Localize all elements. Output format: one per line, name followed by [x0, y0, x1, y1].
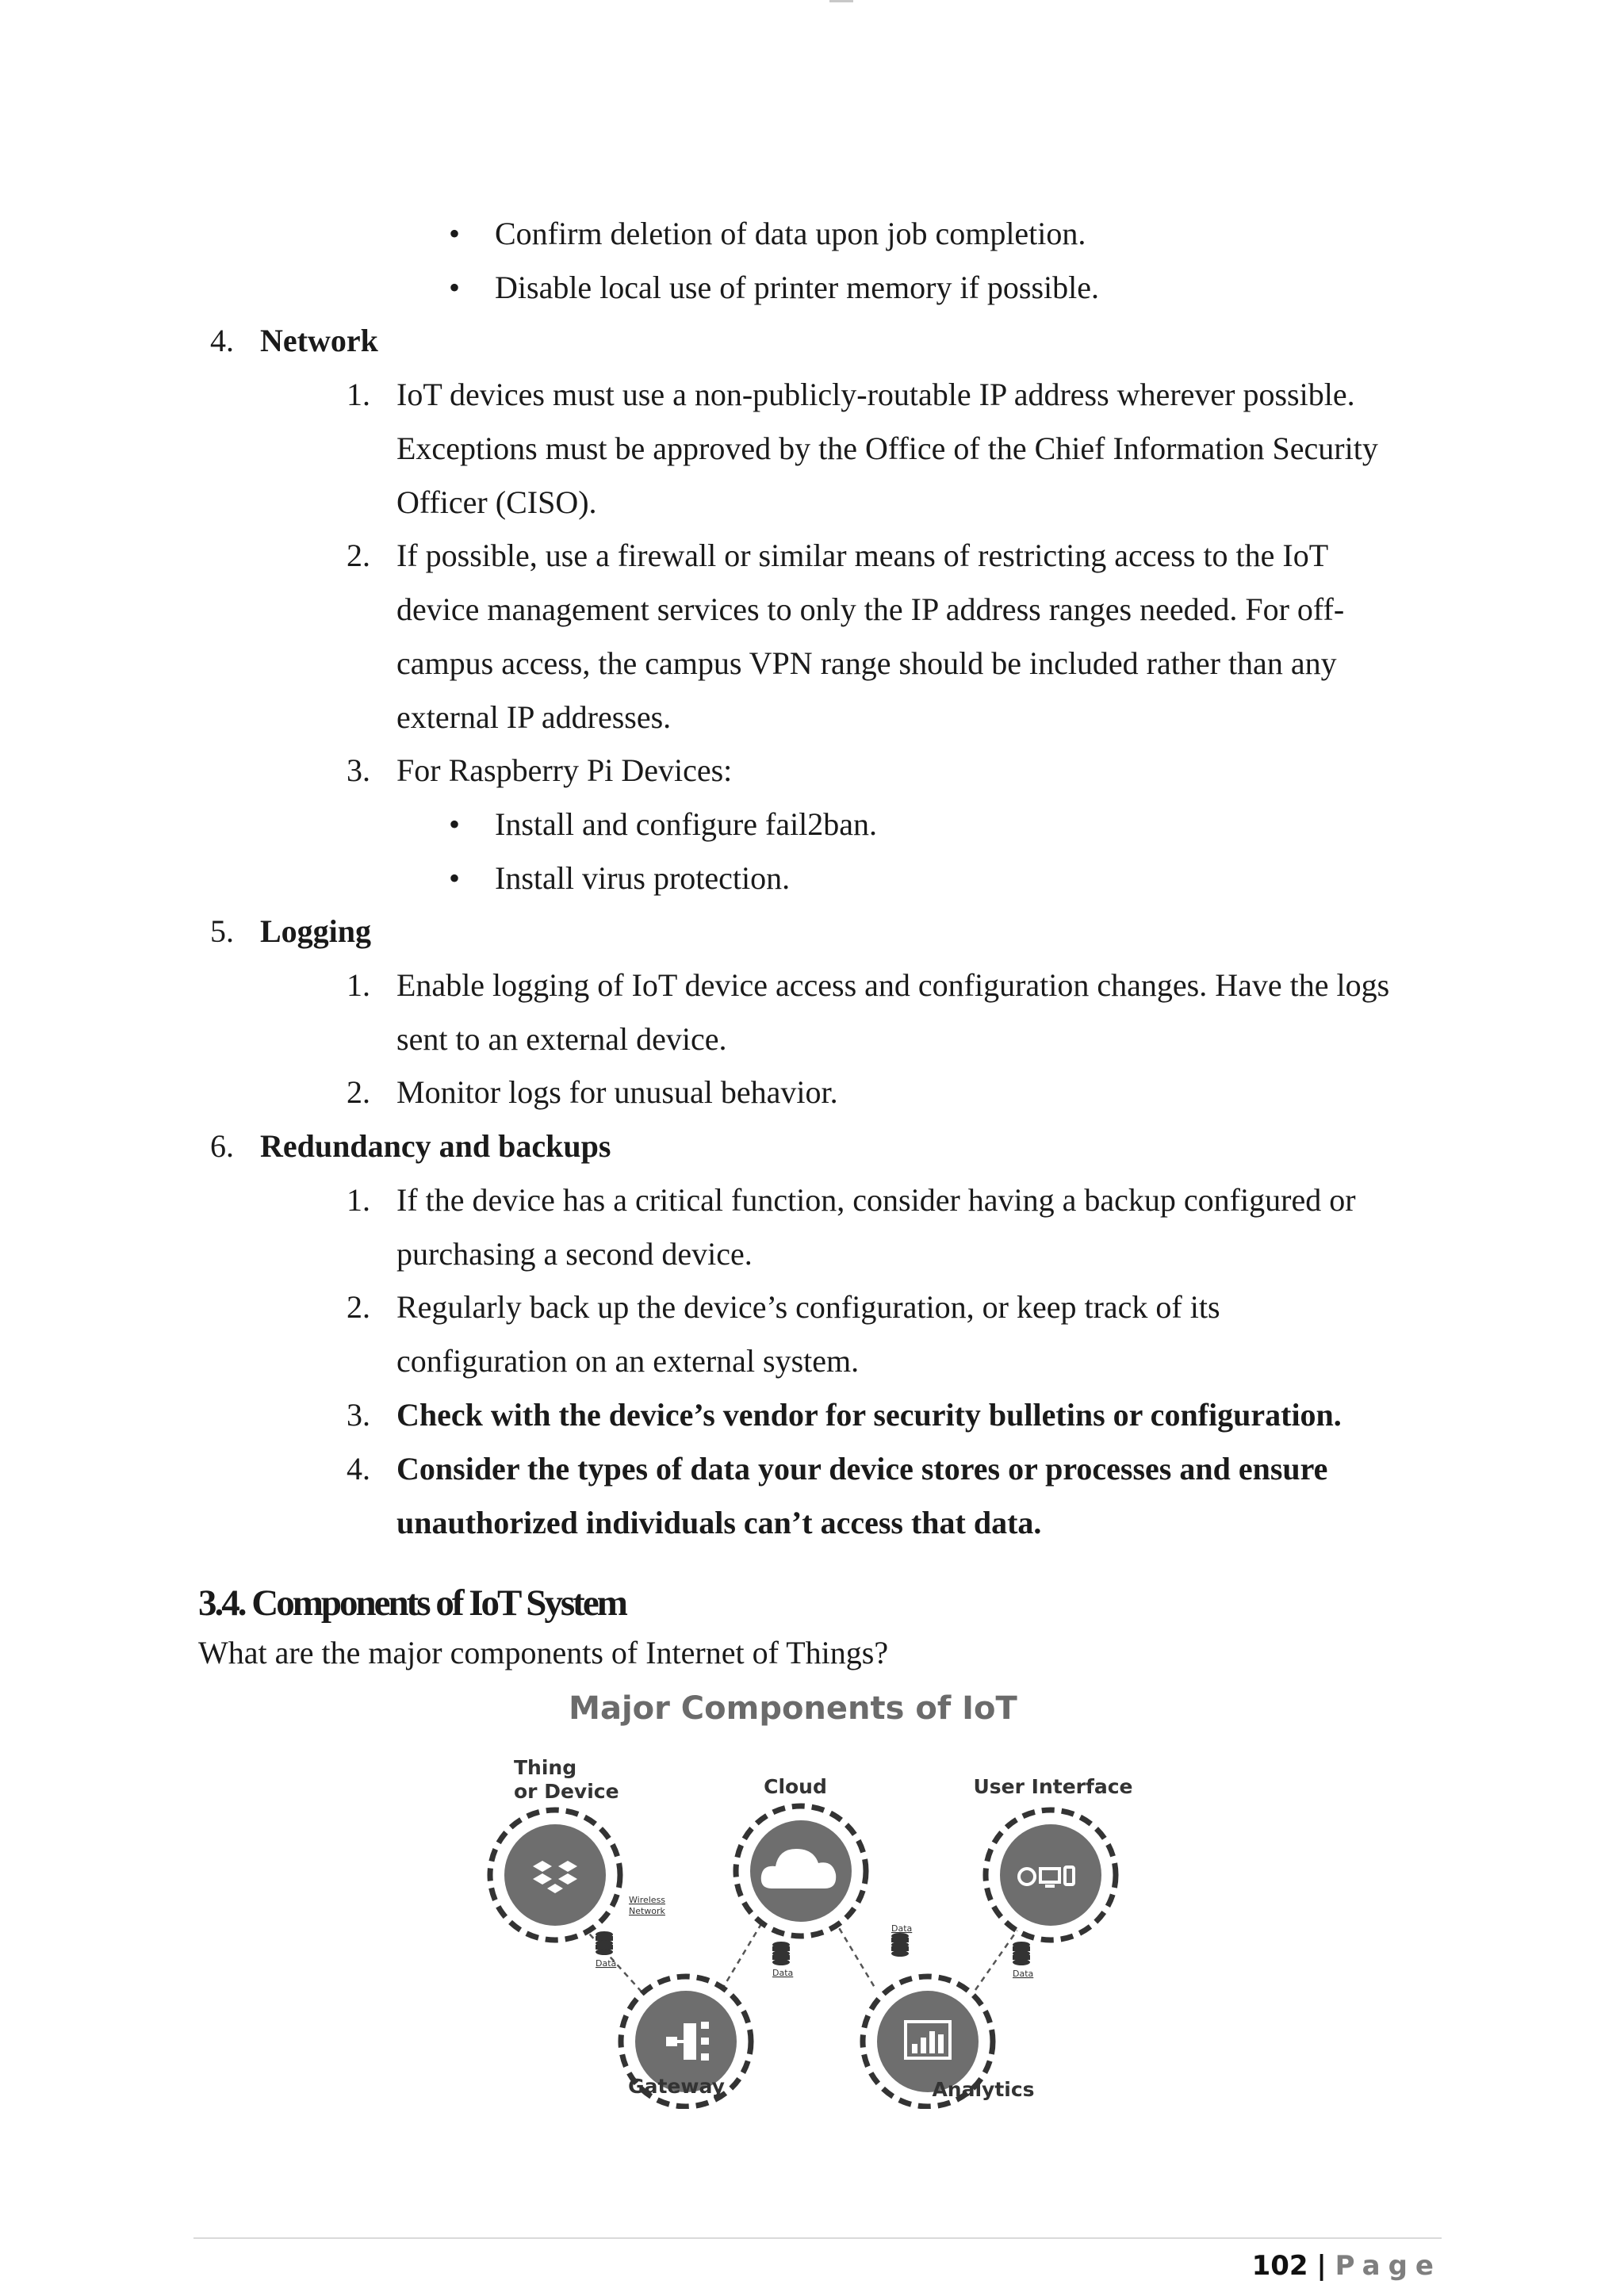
logging-item-2-line-1: Monitor logs for unusual behavior.	[396, 1074, 838, 1110]
label-data-4: Data	[1013, 1969, 1034, 1979]
redundancy-item-2-line-2: configuration on an external system.	[396, 1343, 860, 1379]
redundancy-item-2-line-1: Regularly back up the device’s configuration, or keep track of its	[396, 1289, 1220, 1325]
logging-item-1-line-2: sent to an external device.	[396, 1021, 727, 1057]
network-item-3-number: 3.	[347, 752, 370, 788]
user-interface-node	[986, 1810, 1116, 1940]
redundancy-item-1-line-2: purchasing a second device.	[396, 1236, 753, 1272]
logging-item-1-number: 1.	[347, 967, 370, 1003]
network-item-1-line-1: IoT devices must use a non-publicly-routable IP address wherever possible.	[396, 377, 1355, 412]
section-5-title: Logging	[260, 913, 372, 949]
label-analytics: Analytics	[932, 2078, 1035, 2101]
network-item-2-line-3: campus access, the campus VPN range should be included rather than any	[396, 645, 1337, 681]
logging-item-1-line-1: Enable logging of IoT device access and configuration changes. Have the logs	[396, 967, 1390, 1003]
network-item-2-line-1: If possible, use a firewall or similar means of restricting access to the IoT	[396, 538, 1329, 573]
label-user-interface: User Interface	[973, 1775, 1133, 1798]
redundancy-item-4-line-2: unauthorized individuals can’t access that data.	[396, 1505, 1042, 1540]
page-word: Page	[1335, 2250, 1442, 2282]
label-gateway: Gateway	[628, 2075, 725, 2098]
redundancy-item-1-number: 1.	[347, 1182, 370, 1218]
redundancy-item-4-line-1: Consider the types of data your device stores or processes and ensure	[396, 1451, 1328, 1487]
database-icon	[1013, 1942, 1030, 1965]
network-item-1-line-2: Exceptions must be approved by the Office of the Chief Information Security	[396, 430, 1378, 466]
label-wireless-line2: Network	[629, 1906, 665, 1916]
network-item-1-number: 1.	[347, 377, 370, 412]
network-item-2-line-4: external IP addresses.	[396, 699, 672, 735]
redundancy-item-3-line-1: Check with the device’s vendor for security bulletins or configuration.	[396, 1397, 1342, 1433]
section-heading: 3.4. Components of IoT System	[198, 1582, 626, 1624]
database-icon	[772, 1942, 790, 1965]
label-data-2: Data	[772, 1968, 794, 1978]
diagram-title: Major Components of IoT	[569, 1690, 1017, 1727]
network-item-2-line-2: device management services to only the IP address ranges needed. For off-	[396, 591, 1345, 627]
label-thing-line2: or Device	[514, 1780, 619, 1803]
bullet-dot-icon: •	[449, 806, 461, 842]
network-item-1-line-3: Officer (CISO).	[396, 484, 597, 520]
network-item-2-number: 2.	[347, 538, 370, 573]
database-icon	[891, 1933, 909, 1957]
intro-question: What are the major components of Internet of Things?	[198, 1635, 889, 1670]
section-6-title: Redundancy and backups	[260, 1128, 611, 1164]
raspberry-bullet-1: Install and configure fail2ban.	[495, 806, 878, 842]
redundancy-item-2-number: 2.	[347, 1289, 370, 1325]
section-4-number: 4.	[210, 323, 234, 358]
bullet-dot-icon: •	[449, 216, 461, 251]
page-top-mark	[829, 0, 853, 2]
redundancy-item-4-number: 4.	[347, 1451, 370, 1487]
carryover-bullet-1: Confirm deletion of data upon job completion.	[495, 216, 1086, 251]
label-data-3: Data	[891, 1923, 913, 1934]
page-number: 102	[1251, 2250, 1308, 2282]
label-cloud: Cloud	[764, 1775, 827, 1798]
carryover-bullet-2: Disable local use of printer memory if possible.	[495, 270, 1100, 305]
raspberry-bullet-2: Install virus protection.	[495, 860, 791, 896]
section-4-title: Network	[260, 323, 378, 358]
footer-rule	[193, 2237, 1442, 2239]
label-wireless-line1: Wireless	[629, 1895, 666, 1905]
iot-components-diagram	[468, 1681, 1158, 2109]
bullet-dot-icon: •	[449, 860, 461, 896]
cloud-node	[736, 1806, 866, 1936]
page-footer	[1252, 2247, 1442, 2285]
logging-item-2-number: 2.	[347, 1074, 370, 1110]
redundancy-item-3-number: 3.	[347, 1397, 370, 1433]
redundancy-item-1-line-1: If the device has a critical function, consider having a backup configured or	[396, 1182, 1356, 1218]
network-item-3-line-1: For Raspberry Pi Devices:	[396, 752, 733, 788]
database-icon	[596, 1931, 613, 1955]
footer-separator: |	[1316, 2250, 1327, 2282]
section-5-number: 5.	[210, 913, 234, 949]
bullet-dot-icon: •	[449, 270, 461, 305]
label-data-1: Data	[596, 1958, 617, 1969]
thing-device-node	[490, 1810, 620, 1940]
label-thing-line1: Thing	[514, 1756, 577, 1779]
section-6-number: 6.	[210, 1128, 234, 1164]
